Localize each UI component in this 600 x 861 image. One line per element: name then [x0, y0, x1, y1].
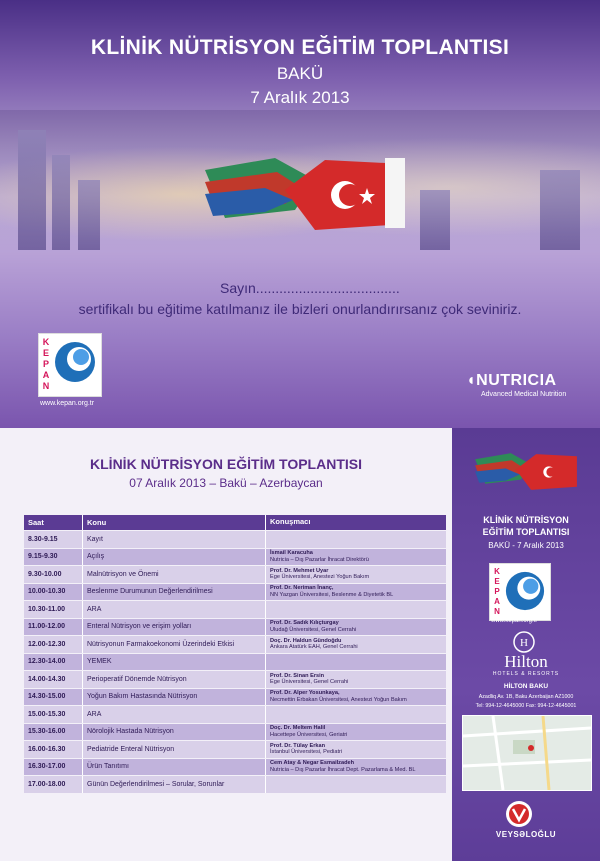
schedule-time: 16.30-17.00 — [24, 759, 82, 776]
schedule-speaker-cell — [265, 724, 446, 741]
sidebar-title-line2: EĞİTİM TOPLANTISI — [482, 527, 570, 537]
schedule-speaker-cell — [265, 759, 446, 776]
sidebar-kepan-url: www.kepan.org.tr — [491, 618, 538, 624]
schedule-time: 9.30-10.00 — [24, 566, 82, 583]
schedule-speaker-cell — [265, 601, 446, 618]
sidebar-handshake-image — [472, 444, 580, 500]
schedule-time: 15.30-16.00 — [24, 724, 82, 741]
schedule-topic: Pediatride Enteral Nütrisyon — [82, 741, 265, 758]
schedule-row — [24, 619, 446, 636]
schedule-topic: Beslenme Durumunun Değerlendirilmesi — [82, 584, 265, 601]
schedule-time: 11.00-12.00 — [24, 619, 82, 636]
hotel-phone: Tel: 994-12-4645000 Fax: 994-12-4645001 — [475, 703, 577, 709]
handshake-flags-image — [205, 140, 405, 250]
speaker-name: Prof. Dr. Neriman İnanç, — [270, 585, 334, 592]
column-header-time: Saat — [24, 515, 82, 530]
hotel-address: Azadliq Av. 1B, Baku Azerbaijan AZ1000 — [478, 694, 574, 700]
speaker-affiliation: İstanbul Üniversitesi, Pediatri — [270, 749, 343, 756]
schedule-speaker-cell — [265, 619, 446, 636]
hilton-name: Hilton — [504, 652, 548, 671]
hilton-emblem-icon — [513, 631, 535, 653]
speaker-affiliation: Nutricia – Dış Pazarlar İhracat Direktörü — [270, 556, 369, 563]
speaker-affiliation: NN Yazgan Üniversitesi, Beslenme & Diyetetik BL — [270, 591, 394, 598]
schedule-row — [24, 776, 446, 793]
sidebar-kepan-emblem-icon — [504, 570, 546, 612]
schedule-speaker-cell — [265, 654, 446, 671]
column-header-speaker: Konuşmacı — [265, 515, 446, 530]
schedule-row — [24, 584, 446, 601]
schedule-time: 10.00-10.30 — [24, 584, 82, 601]
hotel-location-map — [462, 715, 592, 791]
veyseloglu-logo-icon — [505, 800, 533, 828]
schedule-row — [24, 549, 446, 566]
schedule-speaker-cell — [265, 671, 446, 688]
svg-text:H: H — [520, 637, 528, 649]
schedule-topic: Açılış — [82, 549, 265, 566]
schedule-row — [24, 689, 446, 706]
speaker-affiliation: Uludağ Üniversitesi, Genel Cerrahi — [270, 626, 357, 633]
kepan-letters: KEPAN — [42, 337, 50, 391]
schedule-topic: Kayıt — [82, 531, 265, 548]
schedule-speaker-cell — [265, 636, 446, 653]
nutricia-logo — [466, 372, 557, 390]
map-pin-icon — [528, 745, 534, 751]
speaker-name: Prof. Dr. Tülay Erkan — [270, 742, 326, 749]
sidebar-kepan-letters: KEPAN — [494, 567, 500, 616]
invitation-city: BAKÜ — [276, 64, 324, 83]
schedule-row — [24, 531, 446, 548]
schedule-row — [24, 671, 446, 688]
schedule-topic: Malnütrisyon ve Önemi — [82, 566, 265, 583]
hotel-name: HİLTON BAKU — [503, 683, 549, 690]
speaker-name: Doç. Dr. Meltem Halil — [270, 725, 326, 732]
schedule-time: 15.00-15.30 — [24, 706, 82, 723]
schedule-speaker-cell — [265, 566, 446, 583]
speaker-name: İsmail Karacuha — [270, 550, 313, 557]
schedule-topic: ARA — [82, 706, 265, 723]
schedule-topic: YEMEK — [82, 654, 265, 671]
schedule-row — [24, 566, 446, 583]
nutricia-name: NUTRICIA — [476, 372, 557, 389]
column-header-topic: Konu — [82, 515, 265, 530]
schedule-speaker-cell — [265, 549, 446, 566]
invitation-salutation: Sayın..................................... — [220, 280, 400, 296]
schedule-time: 12.30-14.00 — [24, 654, 82, 671]
schedule-time: 14.00-14.30 — [24, 671, 82, 688]
speaker-name: Prof. Dr. Mehmet Uyar — [270, 567, 329, 574]
schedule-row — [24, 706, 446, 723]
speaker-name: Cem Atay & Negar Esmailzadeh — [270, 760, 355, 767]
schedule-topic: Günün Değerlendirilmesi – Sorular, Sorunlar — [82, 776, 265, 793]
schedule-topic: Enteral Nütrisyon ve erişim yolları — [82, 619, 265, 636]
schedule-row — [24, 654, 446, 671]
speaker-affiliation: Ege Üniversitesi, Anestezi Yoğun Bakım — [270, 574, 370, 581]
invitation-date: 7 Aralık 2013 — [250, 88, 350, 107]
program-subtitle: 07 Aralık 2013 – Bakü – Azerbaycan — [129, 476, 323, 490]
schedule-topic: Yoğun Bakım Hastasında Nütrisyon — [82, 689, 265, 706]
schedule-time: 8.30-9.15 — [24, 531, 82, 548]
nutricia-tagline: Advanced Medical Nutrition — [481, 391, 567, 398]
invitation-title: KLİNİK NÜTRİSYON EĞİTİM TOPLANTISI — [90, 36, 510, 59]
sidebar-title-line1: KLİNİK NÜTRİSYON — [483, 515, 569, 525]
sponsor-name: VEYSƏLOĞLU — [495, 830, 557, 839]
sidebar-kepan-logo — [489, 563, 551, 621]
schedule-row — [24, 601, 446, 618]
schedule-table — [24, 514, 446, 794]
schedule-topic: ARA — [82, 601, 265, 618]
schedule-speaker-cell — [265, 706, 446, 723]
schedule-speaker-cell — [265, 741, 446, 758]
schedule-speaker-cell — [265, 531, 446, 548]
invitation-message: sertifikalı bu eğitime katılmanız ile bizleri onurlandırırsanız çok seviniriz. — [78, 301, 522, 317]
schedule-speaker-cell — [265, 776, 446, 793]
speaker-affiliation: Nutricia – Dış Pazarlar İhracat Dept. Pazarlama & Med. BL — [270, 766, 416, 773]
speaker-name: Prof. Dr. Sadık Kılıçturgay — [270, 620, 339, 627]
speaker-name: Doç. Dr. Haldun Gündoğdu — [270, 637, 342, 644]
speaker-name: Prof. Dr. Alper Yosunkaya, — [270, 690, 340, 697]
schedule-time: 16.00-16.30 — [24, 741, 82, 758]
schedule-speaker-cell — [265, 584, 446, 601]
schedule-topic: Nörolojik Hastada Nütrisyon — [82, 724, 265, 741]
schedule-row — [24, 759, 446, 776]
kepan-logo — [38, 333, 102, 397]
schedule-header — [24, 515, 446, 530]
schedule-speaker-cell — [265, 689, 446, 706]
program-title: KLİNİK NÜTRİSYON EĞİTİM TOPLANTISI — [90, 456, 362, 472]
map-image — [463, 716, 591, 790]
schedule-time: 10.30-11.00 — [24, 601, 82, 618]
speaker-name: Prof. Dr. Sinan Ersin — [270, 672, 325, 679]
hilton-subtitle: HOTELS & RESORTS — [492, 671, 560, 677]
kepan-emblem-icon — [53, 340, 97, 384]
speaker-affiliation: Necmettin Erbakan Üniversitesi, Anestezi Yoğun Bakım — [270, 696, 407, 703]
schedule-topic: Ürün Tanıtımı — [82, 759, 265, 776]
kepan-url: www.kepan.org.tr — [40, 400, 95, 407]
schedule-topic: Perioperatif Dönemde Nütrisyon — [82, 671, 265, 688]
schedule-time: 12.00-12.30 — [24, 636, 82, 653]
schedule-row — [24, 636, 446, 653]
schedule-topic: Nütrisyonun Farmakoekonomi Üzerindeki Etkisi — [82, 636, 265, 653]
speaker-affiliation: Ankara Atatürk EAH, Genel Cerrahi — [270, 644, 358, 651]
nutricia-swoosh-icon: ◖ — [466, 372, 477, 389]
schedule-time: 9.15-9.30 — [24, 549, 82, 566]
speaker-affiliation: Hacettepe Üniversitesi, Geriatri — [270, 731, 348, 738]
schedule-time: 14.30-15.00 — [24, 689, 82, 706]
speaker-affiliation: Ege Üniversitesi, Genel Cerrahi — [270, 679, 349, 686]
schedule-row — [24, 741, 446, 758]
schedule-row — [24, 724, 446, 741]
schedule-time: 17.00-18.00 — [24, 776, 82, 793]
sidebar-date: BAKÜ - 7 Aralık 2013 — [488, 541, 564, 550]
